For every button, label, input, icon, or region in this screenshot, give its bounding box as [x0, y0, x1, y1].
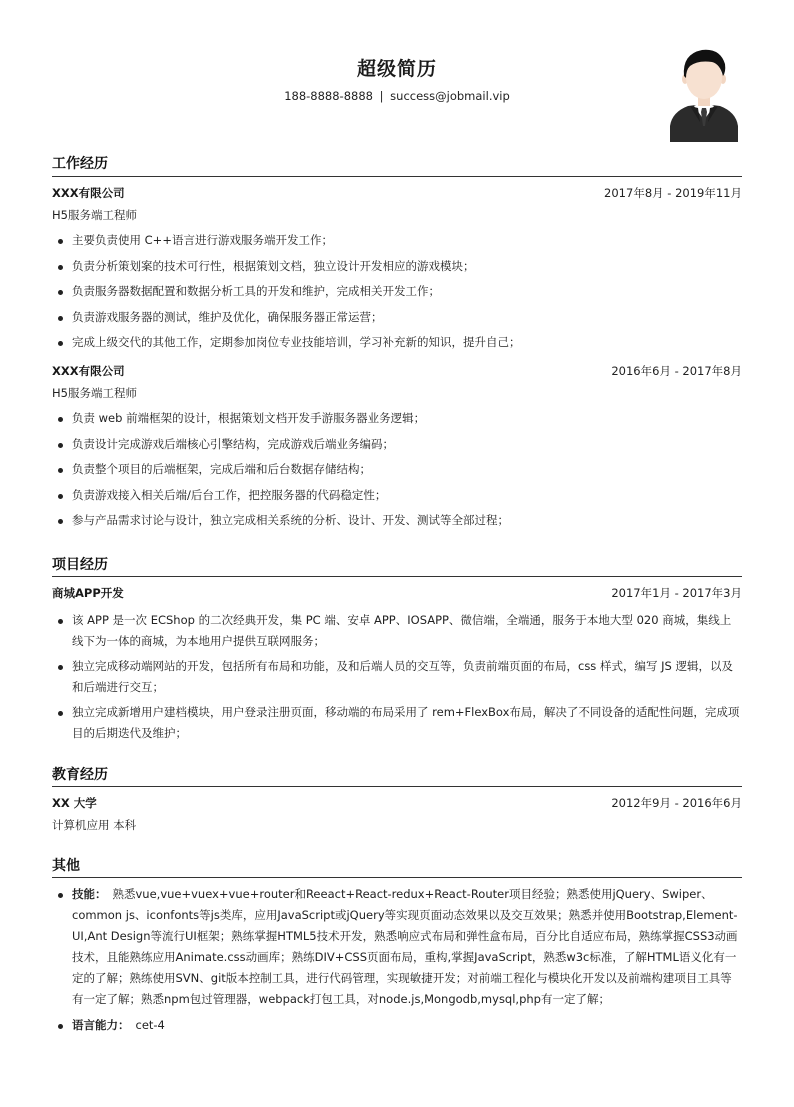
work-duty-list — [52, 230, 742, 358]
list-item — [52, 332, 742, 353]
list-item-text: 独立完成新增用户建档模块，用户登录注册页面，移动端的布局采用了 rem+FlexBox布局，解决了不同设备的适配性问题，完成项目的后期迭代及维护； — [72, 705, 740, 740]
bullet-icon — [58, 468, 63, 473]
bullet-icon — [58, 665, 63, 670]
list-item-text: 主要负责使用 C++语言进行游戏服务端开发工作； — [72, 233, 333, 247]
list-item-text: 负责整个项目的后端框架，完成后端和后台数据存储结构； — [72, 462, 371, 477]
list-item-text: 负责游戏服务器的测试，维护及优化，确保服务器正常运营； — [72, 309, 383, 324]
language-item — [52, 1015, 742, 1036]
skills-label: 技能： — [72, 887, 107, 901]
list-item-text: 负责设计完成游戏后端核心引擎结构，完成游戏后端业务编码； — [72, 436, 394, 451]
bullet-icon — [58, 290, 63, 295]
job-role: H5服务端工程师 — [52, 208, 137, 222]
company-name: XXX有限公司 — [52, 186, 125, 200]
list-item-text: 完成上级交代的其他工作，定期参加岗位专业技能培训，学习补充新的知识，提升自己； — [72, 335, 521, 350]
project-name: 商城APP开发 — [52, 586, 124, 600]
list-item — [52, 656, 742, 698]
school-name: XX 大学 — [52, 796, 97, 810]
work-section-title: 工作经历 — [52, 156, 108, 172]
bullet-icon — [58, 1024, 63, 1029]
date-range: 2017年8月 - 2019年11月 — [604, 186, 742, 200]
list-item-text: 参与产品需求讨论与设计，独立完成相关系统的分析、设计、开发、测试等全部过程； — [72, 513, 509, 528]
list-item-text: 该 APP 是一次 ECShop 的二次经典开发，集 PC 端、安卓 APP、IOSAPP、微信端，全端通，服务于本地大型 020 商城，集线上线下为一体的商城，为本地用户提供互联网服务； — [72, 613, 732, 648]
bullet-icon — [58, 443, 63, 448]
date-range: 2012年9月 - 2016年6月 — [611, 796, 742, 810]
bullet-icon — [58, 316, 63, 321]
list-item-text: 独立完成移动端网站的开发，包括所有布局和功能，及和后端人员的交互等，负责前端页面的布局，css 样式，编写 JS 逻辑，以及和后端进行交互； — [72, 659, 733, 694]
list-item — [52, 485, 742, 506]
bullet-icon — [58, 893, 63, 898]
list-item — [52, 610, 742, 652]
list-item-text: 负责服务器数据配置和数据分析工具的开发和维护，完成相关开发工作； — [72, 284, 440, 299]
list-item-text: 负责分析策划案的技术可行性，根据策划文档，独立设计开发相应的游戏模块； — [72, 258, 475, 273]
education-entry-header — [52, 795, 742, 811]
bullet-icon — [58, 417, 63, 422]
list-item — [52, 434, 742, 455]
job-role: H5服务端工程师 — [52, 386, 137, 400]
language-text: cet-4 — [135, 1018, 165, 1032]
bullet-icon — [58, 619, 63, 624]
education-section-title: 教育经历 — [52, 767, 108, 783]
date-range: 2016年6月 - 2017年8月 — [611, 364, 742, 378]
list-item — [52, 307, 742, 328]
section-divider — [52, 786, 742, 787]
list-item — [52, 256, 742, 277]
language-label: 语言能力： — [72, 1018, 130, 1032]
bullet-icon — [58, 494, 63, 499]
contact-separator: | — [379, 89, 384, 103]
list-item-text: 负责游戏接入相关后端/后台工作，把控服务器的代码稳定性； — [72, 487, 387, 502]
list-item — [52, 281, 742, 302]
work-entry-header — [52, 363, 742, 379]
list-item — [52, 230, 742, 251]
list-item — [52, 510, 742, 531]
section-divider — [52, 877, 742, 878]
phone-number: 188-8888-8888 — [284, 89, 373, 103]
other-section-title: 其他 — [52, 858, 80, 874]
person-avatar-icon — [668, 46, 740, 142]
bullet-icon — [58, 519, 63, 524]
resume-name: 超级简历 — [356, 58, 437, 80]
company-name: XXX有限公司 — [52, 364, 125, 378]
work-entry-header — [52, 185, 742, 201]
section-divider — [52, 176, 742, 177]
list-item — [52, 459, 742, 480]
section-divider — [52, 576, 742, 577]
email-address: success@jobmail.vip — [390, 89, 510, 103]
project-section-title: 项目经历 — [52, 557, 108, 573]
skills-item — [52, 884, 742, 1010]
project-entry-header — [52, 585, 742, 601]
project-duty-list — [52, 610, 742, 748]
bullet-icon — [58, 265, 63, 270]
bullet-icon — [58, 711, 63, 716]
list-item — [52, 408, 742, 429]
work-duty-list — [52, 408, 742, 536]
list-item — [52, 702, 742, 744]
date-range: 2017年1月 - 2017年3月 — [611, 586, 742, 600]
skills-text: 熟悉vue,vue+vuex+vue+router和Reeact+React-redux+React-Router项目经验；熟悉使用jQuery、Swiper、common js、iconfonts等js类库，应用JavaScript或jQuery等实现页面动态效果以及交互效果；熟悉并使用Bootstrap,Element-UI,Ant Design等流行UI框架；熟练掌握HTML5技术开发，熟悉响应式布局和弹性盒布局，百分比自适应布局，熟练掌握CSS3动画技术，且能熟练应用Animate.css动画库；熟练DIV+CSS页面布局，重构,掌握JavaScript，熟悉w3c标准，了解HTML语义化有一定的了解；熟练使用SVN、git版本控制工具，进行代码管理，实现敏捷开发；对前端工程化与模块化开发以及前端构建项目工具等有一定了解；熟悉npm包过管理器，webpack打包工具，对node.js,Mongodb,mysql,php有一定了解； — [72, 887, 738, 1006]
list-item-text: 负责 web 前端框架的设计，根据策划文档开发手游服务器业务逻辑； — [72, 411, 426, 425]
major-degree: 计算机应用 本科 — [52, 818, 137, 832]
bullet-icon — [58, 239, 63, 244]
other-list — [52, 884, 742, 1041]
bullet-icon — [58, 341, 63, 346]
